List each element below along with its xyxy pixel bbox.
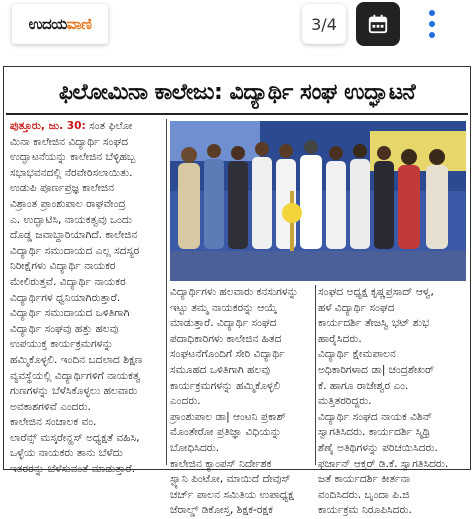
article-line: ಅವಕಾಶಗಳಿವೆ ಎಂದರು.: [10, 400, 91, 413]
article-line: ಹಾರೈಸಿದರು.: [318, 332, 362, 345]
article-line: ಕಾರ್ಯದರ್ಶಿ ತೇಜಸ್ವಿ ಭಟ್ ಶುಭ: [318, 317, 430, 330]
article-column-right: [318, 285, 468, 517]
article-line: ದೊಡ್ಡ ಜವಾಬ್ದಾರಿಯಾಗಿದೆ. ಕಾಲೇಜಿನ: [10, 229, 138, 242]
article-line: ಸ್ವಾಗತಿಸಿದರು. ಕಾರ್ಯದರ್ಶಿ ಸ್ಮಿಥ್ರಿ: [318, 426, 431, 439]
article-text: ಸಂತ ಫಿಲೋ: [89, 120, 133, 132]
article-line: ನಿರೀಕ್ಷೆಗಳು ವಿದ್ಯಾರ್ಥಿ ನಾಯಕರ: [10, 260, 116, 273]
article-line: ವಿದ್ಯಾರ್ಥಿಗಳು ಹಲವಾರು ಕನಸುಗಳನ್ನು: [170, 286, 299, 298]
article-line: ಎ. ಉದ್ಘಾಟಿಸಿ, ನಾಯಕತ್ವವು ಒಂದು: [10, 213, 133, 226]
article-line: ಉಪಯುಕ್ತ ಕಾರ್ಯಕ್ರಮಗಳನ್ನು: [10, 338, 114, 351]
udayavani-logo[interactable]: [12, 4, 108, 44]
article-line: ವ್ಯವಸ್ಥೆಯಲ್ಲಿ ವಿದ್ಯಾರ್ಥಿಗಳಿಗೆ ನಾಯಕತ್ವ: [10, 369, 141, 382]
article-line: ಮೊಂತೇರೋ ಪ್ರತಿಜ್ಞಾ ವಿಧಿಯನ್ನು: [170, 426, 282, 439]
article-line: ಸಭಾಭವನದಲ್ಲಿ ನೆರವೇರಿಸಲಾಯಿತು.: [10, 166, 133, 179]
article-line: ಹಮ್ಮಿಕೊಳ್ಳಲಿ. ಇಂದಿನ ಬದಲಾದ ಶಿಕ್ಷಣ: [10, 353, 143, 366]
article-line: ಫರ್ಜಾನ್ ಆಕ್ತರ್ ಡಿ.ಕೆ. ಸ್ವಾಗತಿಸಿದರು.: [318, 457, 449, 470]
article-line: ಬೋಧಿಸಿದರು.: [170, 441, 220, 454]
article-line: ಲಾರೆನ್ಸ್ ಮಸ್ಕರೇನ್ಹಸ್ ಅಧ್ಯಕ್ಷತೆ ವಹಿಸಿ,: [10, 431, 140, 444]
app-top-bar: [0, 0, 474, 52]
article-line: ಮತ್ತಿತರರಿದ್ದರು.: [318, 395, 372, 408]
more-options-button[interactable]: [420, 8, 444, 40]
article-line: ಚರ್ಚ್ ಪಾಲನ ಸಮಿತಿಯ ಉಪಾಧ್ಯಕ್ಷ: [170, 488, 294, 501]
column-divider: [166, 119, 167, 465]
event-photo-illustration: [170, 121, 466, 281]
page-indicator[interactable]: 3/4: [302, 4, 346, 44]
article-line: ವಿಶ್ರಾಂತ ಪ್ರಾಂಶುಪಾಲ ರಾಘವೇಂದ್ರ: [10, 197, 126, 210]
logo-part-2: ವಾಣಿ: [66, 15, 92, 33]
article-line: ಗುಣಗಳನ್ನು ಬೆಳೆಸಿಕೊಳ್ಳಲು ಹಲವಾರು: [10, 385, 138, 398]
article-column-middle: [170, 285, 314, 517]
article-line: ಮೇಲಿರುತ್ತವೆ. ವಿದ್ಯಾರ್ಥಿ ನಾಯಕರ: [10, 275, 126, 288]
article-line: ಇತರರನ್ನು ಬೆಳೆಸುವಂತೆ ಮಾಡುತ್ತಾರೆ.: [10, 463, 136, 476]
news-article-clipping[interactable]: [3, 66, 471, 517]
article-line: ವಿದ್ಯಾರ್ಥಿ ಸಮುದಾಯದ ಒಳಿತಿಗಾಗಿ: [10, 307, 130, 320]
more-vertical-icon-dot: [429, 21, 435, 27]
article-line: ಮಿನಾ ಕಾಲೇಜಿನ ವಿದ್ಯಾರ್ಥಿ ಸಂಘದ: [10, 135, 129, 148]
calendar-icon: [367, 13, 389, 35]
article-line: ಜೆರಾಲ್ಡ್ ಡಿಕೋಸ್ತ, ಶಿಕ್ಷಕ-ರಕ್ಷಕ: [170, 504, 273, 517]
article-line: ಸಂಘಟನೆಗೊಂದಿಗೆ ಸೇರಿ ವಿದ್ಯಾರ್ಥಿ: [170, 348, 285, 361]
article-line: ವಿದ್ಯಾರ್ಥಿ ಸಂಘದ ನಾಯಕ ವಿಶಿನ್: [318, 410, 433, 423]
article-line: ವಂದಿಸಿದರು. ಬೃಂದಾ ಪಿ.ಜಿ: [318, 488, 410, 501]
logo-part-1: ಉದಯ: [28, 15, 67, 33]
article-line: ಪದಾಧಿಕಾರಿಗಳು ಕಾಲೇಜಿನ ಹಿತದ: [170, 332, 282, 345]
calendar-button[interactable]: [356, 2, 400, 46]
article-column-left: [10, 119, 162, 476]
article-line: ಜತೆ ಕಾರ್ಯದರ್ಶಿ ಕೀರ್ತನಾ: [318, 473, 411, 486]
article-line: ಸ್ಟ್ಯಾನಿ ಪಿಂಟೋ, ಮಾಯಿದೆ ದೇವುಸ್: [170, 473, 291, 486]
article-line: ಸಂಘದ ಅಧ್ಯಕ್ಷ ಕೃಷ್ಣಪ್ರಸಾದ್ ಆಳ್ವ,: [318, 286, 434, 298]
more-vertical-icon-dot: [429, 32, 435, 38]
article-line: ಕಾರ್ಯಕ್ರಮಗಳನ್ನು ಹಮ್ಮಿಕೊಳ್ಳಲಿ: [170, 379, 281, 392]
article-line: ಹಳೆ ವಿದ್ಯಾರ್ಥಿ ಸಂಘದ: [318, 301, 395, 314]
article-line: ಇಟ್ಟು ತಮ್ಮ ನಾಯಕರನ್ನು ಆಯ್ಕೆ: [170, 301, 277, 314]
logo-text: [29, 15, 92, 33]
article-line: ಅಧಿಕಾರಿಗಳಾದ ಡಾ| ಚಂದ್ರಶೇಖರ್: [318, 363, 435, 376]
article-byline: ಪುತ್ತೂರು, ಜು. 30:: [10, 120, 86, 132]
article-line: ವಿದ್ಯಾರ್ಥಿ ಸಮುದಾಯದ ಎಲ್ಲ ಸದಸ್ಯರ: [10, 244, 140, 257]
article-headline: ಫಿಲೋಮಿನಾ ಕಾಲೇಜು: ವಿದ್ಯಾರ್ಥಿ ಸಂಘ ಉದ್ಘಾಟನೆ: [6, 71, 468, 115]
column-divider: [315, 285, 316, 465]
article-line: ಕಾರ್ಯಕ್ರಮ ನಿರೂಪಿಸಿದರು.: [318, 504, 412, 517]
article-line: ವಿದ್ಯಾರ್ಥಿ ಕ್ಷೇಮಪಾಲನ: [318, 348, 396, 361]
article-line: ಕಾಲೇಜಿನ ಕ್ಯಾಂಪಸ್ ನಿರ್ದೇಶಕ: [170, 457, 272, 470]
article-line: ಮಾಡುತ್ತಾರೆ. ವಿದ್ಯಾರ್ಥಿ ಸಂಘದ: [170, 317, 277, 330]
article-line: ಪ್ರಾಂಶುಪಾಲ ಡಾ| ಆಂಟನಿ ಪ್ರಕಾಶ್: [170, 410, 286, 423]
article-line: ವಿದ್ಯಾರ್ಥಿ ಸಂಘವು ಹತ್ತು ಹಲವು: [10, 322, 119, 335]
more-vertical-icon: [429, 10, 435, 16]
article-line: ಶೆಣೈ ಅತಿಥಿಗಳನ್ನು ಪರಿಚಯಿಸಿದರು.: [318, 441, 438, 454]
article-line: ಕೆ. ಹಾಗೂ ರಾಜೇಶ್ವರ ಎಂ.: [318, 379, 409, 392]
article-line: ಉಡುಪಿ ಪೂರ್ಣಪ್ರಜ್ಞ ಕಾಲೇಜಿನ: [10, 182, 115, 195]
article-line: ಸಮೂಹದ ಒಳಿತಿಗಾಗಿ ಹಲವು: [170, 363, 270, 376]
article-line: ವಿದ್ಯಾರ್ಥಿಗಳ ಧ್ವನಿಯಾಗಿರುತ್ತಾರೆ.: [10, 291, 121, 304]
article-line: [10, 119, 162, 135]
article-line: ಉದ್ಘಾಟನೆಯನ್ನು ಕಾಲೇಜಿನ ಬೆಳ್ಳಿಹಬ್ಬ: [10, 151, 136, 164]
article-line: ಒಳ್ಳೆಯ ನಾಯಕರು ತಾನು ಬೆಳೆದು: [10, 447, 123, 460]
article-line: ಎಂದರು.: [170, 395, 201, 408]
article-line: ಕಾಲೇಜಿನ ಸಂಚಾಲಕ ವಂ.: [10, 416, 97, 429]
event-photo: [170, 121, 466, 281]
